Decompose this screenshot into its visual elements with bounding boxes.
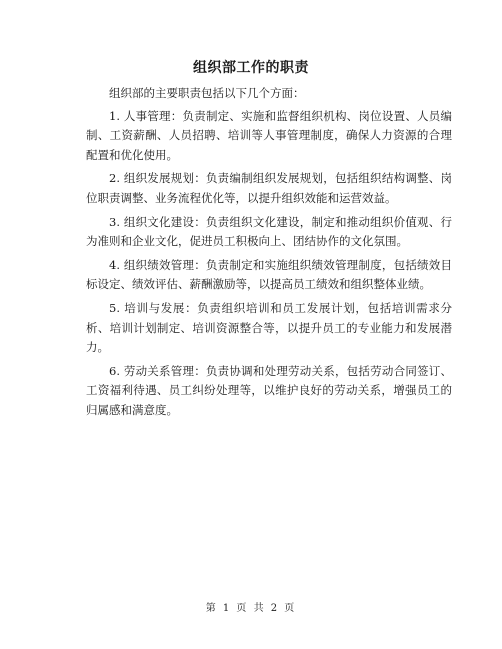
item-paragraph-1: 1. 人事管理：负责制定、实施和监督组织机构、岗位设置、人员编制、工资薪酬、人员招聘、培训等人事管理制度，确保人力资源的合理配置和优化使用。 (86, 108, 452, 162)
document-title: 组织部工作的职责 (193, 60, 309, 76)
document-body (86, 84, 452, 425)
item-paragraph-2: 2. 组织发展规划：负责编制组织发展规划，包括组织结构调整、岗位职责调整、业务流程优化等，以提升组织效能和运营效益。 (86, 171, 452, 205)
item-paragraph-6: 6. 劳动关系管理：负责协调和处理劳动关系，包括劳动合同签订、工资福利待遇、员工纠纷处理等，以维护良好的劳动关系，增强员工的归属感和满意度。 (86, 363, 452, 417)
page-number: 第 1 页 共 2 页 (205, 603, 297, 614)
item-paragraph-4: 4. 组织绩效管理：负责制定和实施组织绩效管理制度，包括绩效目标设定、绩效评估、薪酬激励等，以提高员工绩效和组织整体业绩。 (86, 257, 452, 292)
item-paragraph-3: 3. 组织文化建设：负责组织文化建设，制定和推动组织价值观、行为准则和企业文化，促进员工积极向上、团结协作的文化氛围。 (86, 214, 452, 249)
intro-paragraph: 组织部的主要职责包括以下几个方面： (109, 86, 305, 100)
item-paragraph-5: 5. 培训与发展：负责组织培训和员工发展计划，包括培训需求分析、培训计划制定、培训资源整合等，以提升员工的专业能力和发展潜力。 (86, 300, 452, 355)
